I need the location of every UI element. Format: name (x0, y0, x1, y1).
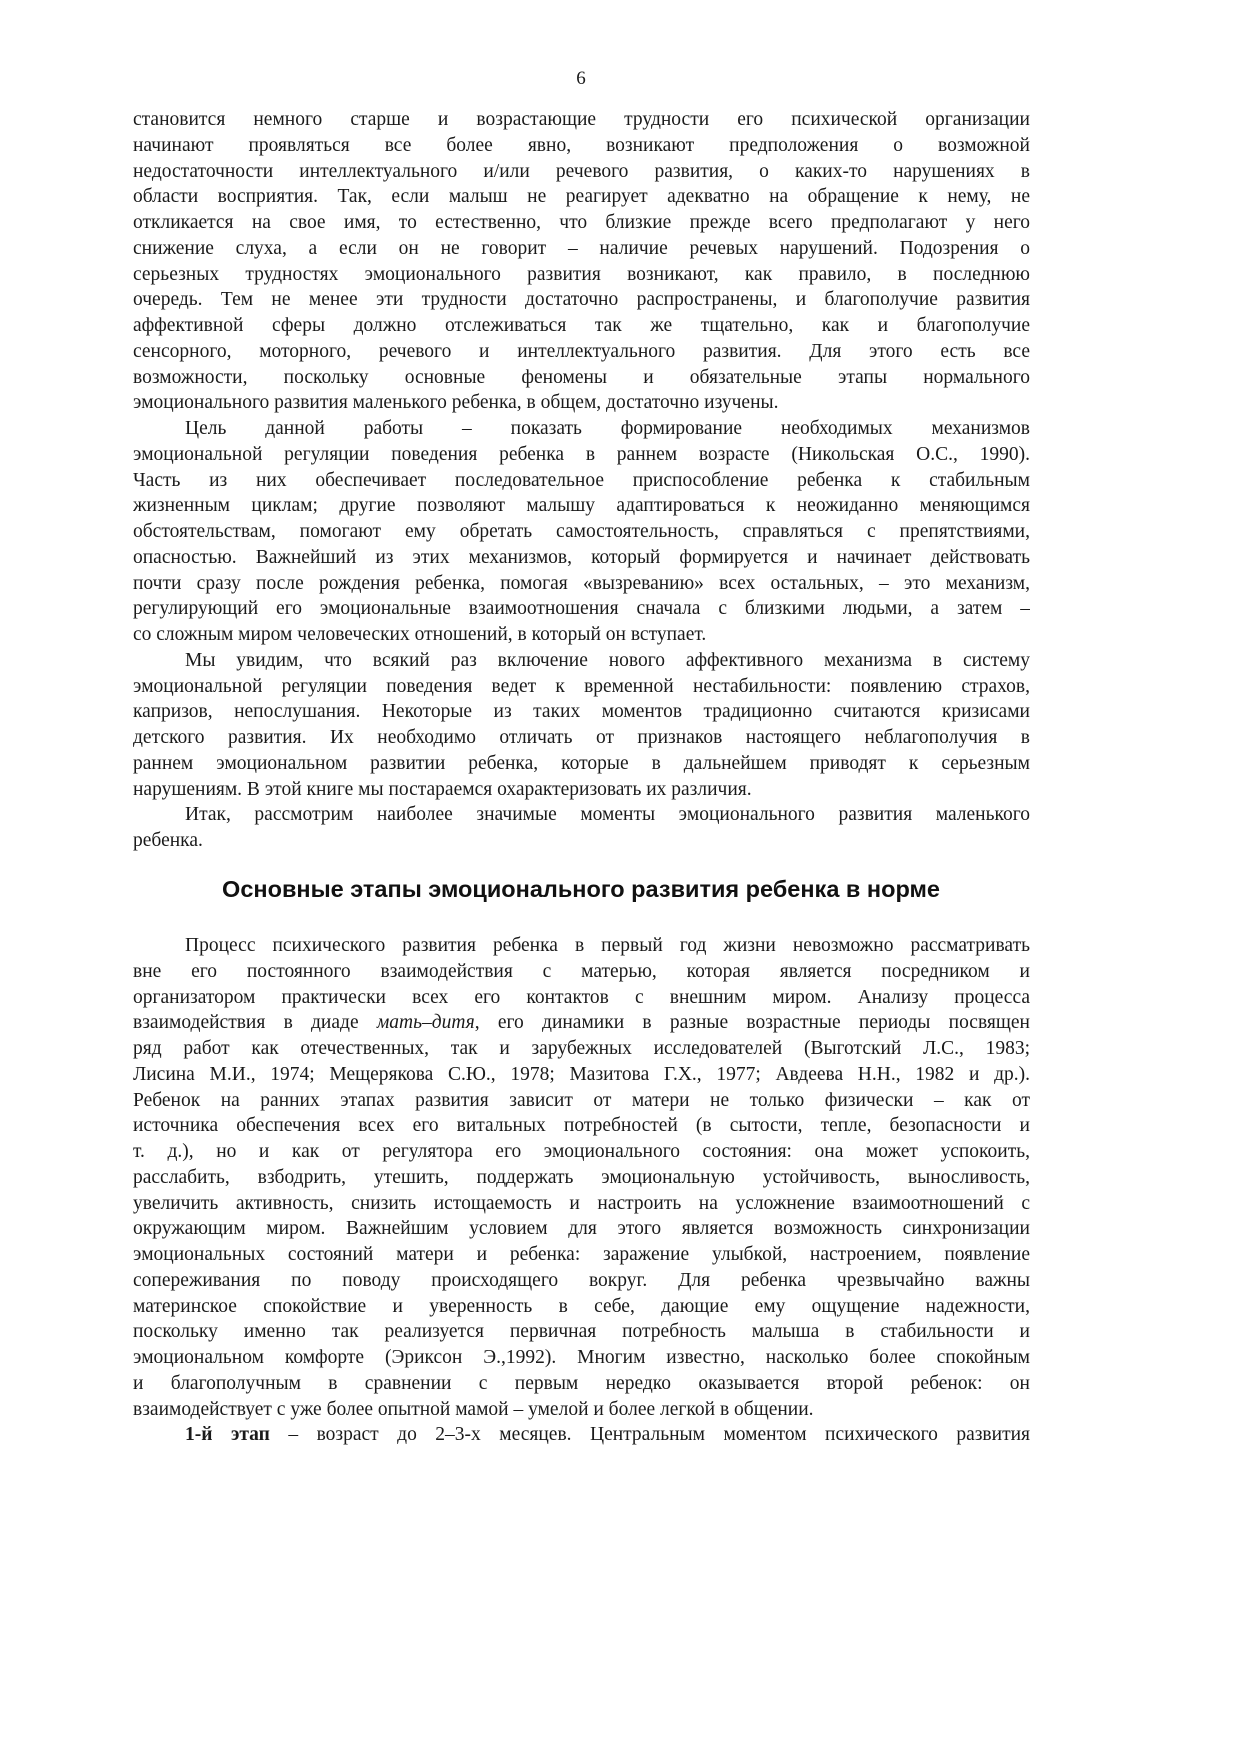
text-line: Ребенок на ранних этапах развития зависит от матери не только физически – как от (133, 1089, 1030, 1111)
text-line: серьезных трудностях эмоционального развития возникают, как правило, в последнюю (133, 263, 1030, 285)
text-line: почти сразу после рождения ребенка, помогая «вызреванию» всех остальных, – это механизм, (133, 572, 1030, 594)
text-line: источника обеспечения всех его витальных потребностей (в сытости, тепле, безопасности и (133, 1115, 1030, 1137)
paragraph-p3 (133, 648, 1030, 803)
body-text-bottom (133, 933, 1030, 1448)
text-line: эмоциональном комфорте (Эриксон Э.,1992). Многим известно, насколько более спокойным (133, 1347, 1030, 1368)
text-line: капризов, непослушания. Некоторые из таких моментов традиционно считаются кризисами (133, 701, 1030, 723)
text-line: увеличить активность, снизить истощаемость и настроить на усложнение взаимоотношений с (133, 1192, 1030, 1214)
text-line: сопереживания по поводу происходящего вокруг. Для ребенка чрезвычайно важны (133, 1269, 1030, 1291)
text-line (133, 1422, 1030, 1448)
text-line: эмоциональной регуляции поведения ведет к временной нестабильности: появлению страхов, (133, 675, 1030, 697)
text-line: взаимодействует с уже более опытной мамой – умелой и более легкой в общении. (133, 1398, 814, 1420)
text-line: жизненным циклам; другие позволяют малышу адаптироваться к неожиданно меняющимся (133, 495, 1030, 517)
text-line: ряд работ как отечественных, так и зарубежных исследователей (Выготский Л.С., 1983; (133, 1038, 1030, 1059)
text-line: со сложным миром человеческих отношений, в который он вступает. (133, 624, 707, 645)
text-line: Итак, рассмотрим наиболее значимые моменты эмоционального развития маленького (185, 804, 1030, 826)
text-line: материнское спокойствие и уверенность в себе, дающие ему ощущение надежности, (133, 1295, 1030, 1317)
text-line: Мы увидим, что всякий раз включение нового аффективного механизма в систему (185, 649, 1030, 671)
paragraph-p1 (133, 107, 1030, 416)
text-line (133, 1010, 1030, 1036)
text-line: нарушениям. В этой книге мы постараемся охарактеризовать их различия. (133, 778, 752, 800)
text-line: вне его постоянного взаимодействия с матерью, которая является посредником и (133, 960, 1030, 982)
text-line: Цель данной работы – показать формирование необходимых механизмов (185, 418, 1030, 439)
text-line: сенсорного, моторного, речевого и интеллектуального развития. Для этого есть все (133, 340, 1030, 362)
text-line: т. д.), но и как от регулятора его эмоционального состояния: она может успокоить, (133, 1141, 1030, 1162)
text-line: откликается на свое имя, то естественно, что близкие прежде всего предполагают у него (133, 212, 1030, 233)
bold-term: 1-й этап (185, 1424, 270, 1446)
text-span: взаимодействия в диаде (133, 1012, 377, 1034)
paragraph-p5 (133, 933, 1030, 1422)
paragraph-p4 (133, 802, 1030, 854)
text-line: Процесс психического развития ребенка в первый год жизни невозможно рассматривать (185, 935, 1030, 956)
text-line: окружающим миром. Важнейшим условием для этого является возможность синхронизации (133, 1218, 1030, 1240)
text-line: начинают проявляться все более явно, возникают предположения о возможной (133, 134, 1030, 156)
text-line: становится немного старше и возрастающие трудности его психической организации (133, 109, 1030, 130)
text-line: эмоциональной регуляции поведения ребенка в раннем возрасте (Никольская О.С., 1990). (133, 443, 1030, 465)
text-line: области восприятия. Так, если малыш не реагирует адекватно на обращение к нему, не (133, 186, 1030, 208)
text-line: эмоционального развития маленького ребенка, в общем, достаточно изучены. (133, 392, 779, 414)
text-line: поскольку именно так реализуется первичная потребность малыша в стабильности и (133, 1321, 1030, 1343)
text-span: – возраст до 2–3-х месяцев. Центральным моментом психического развития (269, 1424, 1030, 1446)
text-line: Часть из них обеспечивает последовательное приспособление ребенка к стабильным (133, 469, 1030, 491)
text-span: , его динамики в разные возрастные периоды посвящен (474, 1012, 1030, 1034)
text-line: недостаточности интеллектуального и/или речевого развития, о каких-то нарушениях в (133, 160, 1030, 182)
section-heading: Основные этапы эмоционального развития ребенка в норме (222, 876, 940, 902)
text-line: расслабить, взбодрить, утешить, поддержать эмоциональную устойчивость, выносливость, (133, 1166, 1030, 1188)
text-line: организатором практически всех его контактов с внешним миром. Анализу процесса (133, 986, 1030, 1008)
text-line: обстоятельствам, помогают ему обретать самостоятельность, справляться с препятствиями, (133, 521, 1030, 542)
page-number: 6 (576, 68, 586, 89)
body-text-top (133, 107, 1030, 854)
text-line: опасностью. Важнейший из этих механизмов, который формируется и начинает действовать (133, 546, 1030, 568)
text-line: эмоциональных состояний матери и ребенка: заражение улыбкой, настроением, появление (133, 1244, 1030, 1265)
text-line: очередь. Тем не менее эти трудности достаточно распространены, и благополучие развития (133, 289, 1030, 311)
text-line: раннем эмоциональном развитии ребенка, которые в дальнейшем приводят к серьезным (133, 752, 1030, 774)
text-line: аффективной сферы должно отслеживаться так же тщательно, как и благополучие (133, 315, 1030, 336)
italic-term: мать–дитя (376, 1012, 475, 1034)
text-line: Лисина М.И., 1974; Мещерякова С.Ю., 1978; Мазитова Г.Х., 1977; Авдеева Н.Н., 1982 и др.). (133, 1063, 1030, 1085)
text-line: и благополучным в сравнении с первым нередко оказывается второй ребенок: он (133, 1372, 1030, 1394)
text-line: детского развития. Их необходимо отличать от признаков настоящего неблагополучия в (133, 727, 1030, 748)
text-line: ребенка. (133, 830, 203, 851)
paragraph-p2 (133, 416, 1030, 648)
text-line: регулирующий его эмоциональные взаимоотношения сначала с близкими людьми, а затем – (133, 598, 1030, 620)
text-line: снижение слуха, а если он не говорит – наличие речевых нарушений. Подозрения о (133, 237, 1030, 259)
text-line: возможности, поскольку основные феномены и обязательные этапы нормального (133, 366, 1030, 388)
paragraph-p6 (133, 1422, 1030, 1448)
